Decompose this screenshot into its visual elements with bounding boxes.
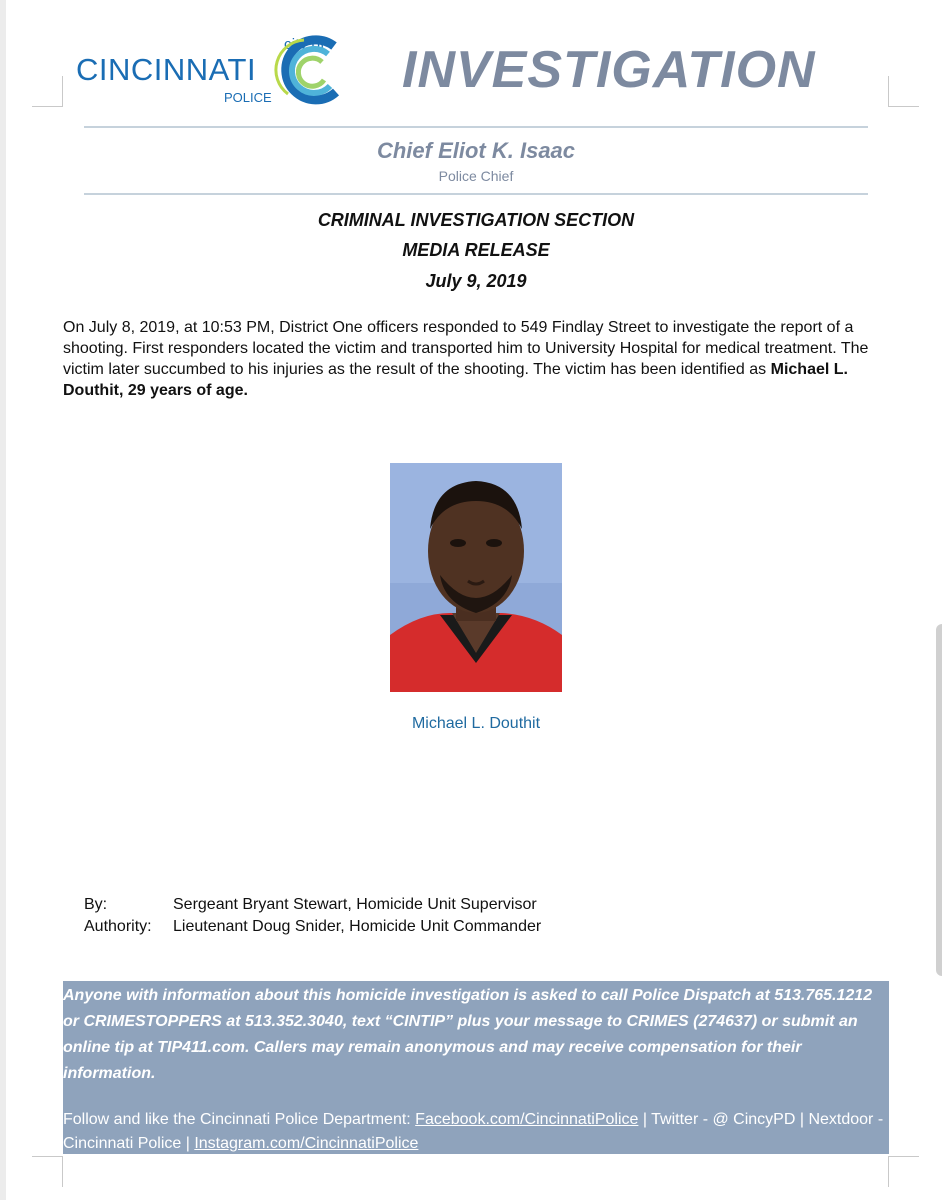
logo-cincinnati: CINCINNATI bbox=[76, 52, 257, 87]
portrait-image bbox=[390, 463, 562, 692]
page-title: INVESTIGATION bbox=[402, 41, 816, 99]
authority-label: Authority: bbox=[84, 918, 152, 935]
credit-by-row bbox=[84, 894, 541, 916]
margin-corner-mark bbox=[32, 1156, 63, 1187]
logo-city-of: city of bbox=[284, 36, 325, 53]
margin-corner-mark bbox=[32, 76, 63, 107]
margin-corner-mark bbox=[888, 1156, 919, 1187]
victim-identification: Michael L. Douthit, 29 years of age. bbox=[63, 361, 848, 399]
follow-prefix: Follow and like the Cincinnati Police Department: bbox=[63, 1111, 416, 1128]
document-page bbox=[6, 0, 942, 1200]
chief-name: Chief Eliot K. Isaac bbox=[376, 138, 576, 163]
by-label: By: bbox=[84, 896, 108, 913]
chief-title: Police Chief bbox=[438, 168, 514, 184]
victim-photo bbox=[390, 463, 562, 692]
cincinnati-police-logo bbox=[76, 30, 346, 110]
social-links bbox=[63, 1108, 889, 1156]
release-body bbox=[63, 317, 893, 401]
tip-message: Anyone with information about this homicide investigation is asked to call Police Dispatch at 513.765.1212 or CRIMESTOPPERS at 513.352.3040, text “CINTIP” plus your message to CRIMES (274637) or submit an online tip at TIP411.com. Callers may remain anonymous and may receive compensation for their information. bbox=[63, 987, 873, 1082]
divider bbox=[84, 126, 868, 128]
release-date: July 9, 2019 bbox=[425, 271, 527, 291]
social-separator: | Twitter - @ CincyPD | Nextdoor - Cincinnati Police | bbox=[63, 1111, 884, 1152]
photo-caption: Michael L. Douthit bbox=[411, 715, 541, 732]
section-heading: CRIMINAL INVESTIGATION SECTION bbox=[317, 210, 635, 230]
divider bbox=[84, 193, 868, 195]
c-swoosh-icon bbox=[274, 32, 346, 108]
facebook-link[interactable]: Facebook.com/CincinnatiPolice bbox=[415, 1111, 639, 1128]
credit-authority-row bbox=[84, 916, 541, 938]
release-body-text: On July 8, 2019, at 10:53 PM, District One officers responded to 549 Findlay Street to investigate the report of a shooting. First responders located the victim and transported him to University Hospital for medical treatment. The victim later succumbed to his injuries as the result of the shooting. The victim has been identified as bbox=[63, 319, 869, 378]
tip-info-box bbox=[63, 981, 889, 1154]
margin-corner-mark bbox=[888, 76, 919, 107]
release-type: MEDIA RELEASE bbox=[402, 240, 550, 260]
authority-value: Lieutenant Doug Snider, Homicide Unit Commander bbox=[173, 918, 542, 935]
release-credits bbox=[84, 894, 541, 938]
logo-police: POLICE bbox=[224, 90, 272, 105]
by-value: Sergeant Bryant Stewart, Homicide Unit Supervisor bbox=[173, 896, 537, 913]
instagram-link[interactable]: Instagram.com/CincinnatiPolice bbox=[194, 1135, 419, 1152]
scrollbar-thumb[interactable] bbox=[936, 624, 942, 976]
